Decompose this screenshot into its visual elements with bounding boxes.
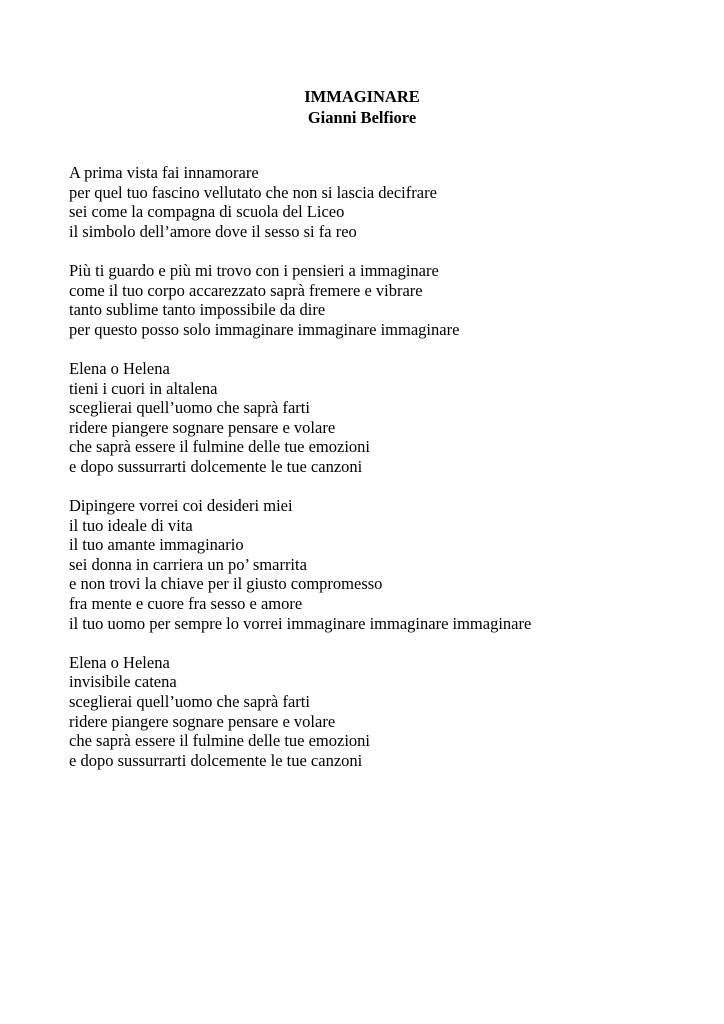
poem-line: ridere piangere sognare pensare e volare xyxy=(69,711,336,731)
poem-line: fra mente e cuore fra sesso e amore xyxy=(69,594,303,614)
poem-line: che saprà essere il fulmine delle tue emozioni xyxy=(69,437,371,457)
poem-line: Più ti guardo e più mi trovo con i pensieri a immaginare xyxy=(69,260,439,280)
poem-line: il tuo amante immaginario xyxy=(69,535,244,555)
poem-line: A prima vista fai innamorare xyxy=(69,163,259,182)
poem-line: tieni i cuori in altalena xyxy=(69,378,218,398)
poem-line: e dopo sussurrarti dolcemente le tue canzoni xyxy=(69,456,363,476)
poem-line: come il tuo corpo accarezzato saprà fremere e vibrare xyxy=(69,280,423,300)
poem-line: il simbolo dell’amore dove il sesso si fa reo xyxy=(69,221,357,241)
poem-line: che saprà essere il fulmine delle tue emozioni xyxy=(69,731,371,751)
poem-line: sei donna in carriera un po’ smarrita xyxy=(69,554,307,574)
poem-line: Dipingere vorrei coi desideri miei xyxy=(69,496,293,516)
stanza-5 xyxy=(69,653,709,771)
poem-title: IMMAGINARE xyxy=(304,87,420,106)
poem-line: il tuo uomo per sempre lo vorrei immaginare immaginare immaginare xyxy=(69,613,532,633)
poem-line: e non trovi la chiave per il giusto compromesso xyxy=(69,574,383,594)
poem-line: tanto sublime tanto impossibile da dire xyxy=(69,300,326,320)
poem-line: il tuo ideale di vita xyxy=(69,515,193,535)
poem-line: Elena o Helena xyxy=(69,652,170,672)
poem-line: Elena o Helena xyxy=(69,358,170,378)
poem-author: Gianni Belfiore xyxy=(307,108,417,127)
stanza-2 xyxy=(69,261,709,339)
poem-line: per quel tuo fascino vellutato che non si lascia decifrare xyxy=(69,182,437,202)
poem-line: e dopo sussurrarti dolcemente le tue canzoni xyxy=(69,750,363,770)
poem-line: invisibile catena xyxy=(69,672,177,692)
stanza-4 xyxy=(69,496,709,633)
poem-line: sceglierai quell’uomo che saprà farti xyxy=(69,398,310,418)
stanza-3 xyxy=(69,359,709,477)
header xyxy=(0,86,724,128)
stanza-1 xyxy=(69,163,709,241)
poem-line: per questo posso solo immaginare immaginare immaginare xyxy=(69,319,460,339)
poem-line: sceglierai quell’uomo che saprà farti xyxy=(69,692,310,712)
poem-body xyxy=(69,163,709,790)
poem-line: sei come la compagna di scuola del Liceo xyxy=(69,202,345,222)
poem-line: ridere piangere sognare pensare e volare xyxy=(69,417,336,437)
